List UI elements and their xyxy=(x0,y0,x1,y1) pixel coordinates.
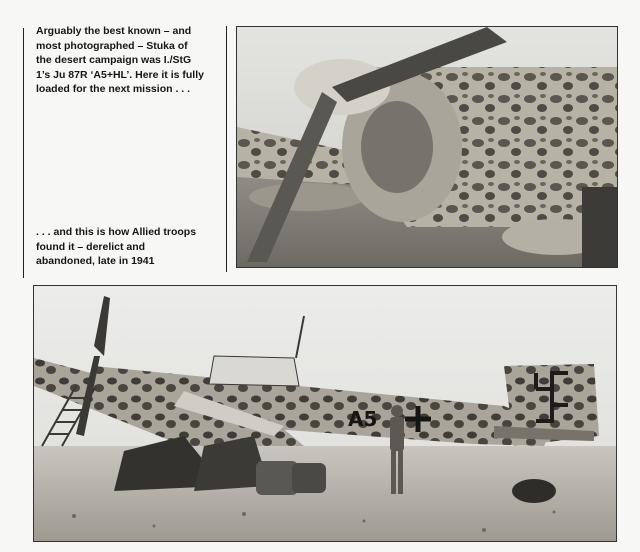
bottom-photo xyxy=(33,285,617,542)
caption-bottom: . . . and this is how Allied troops found it – derelict and abandoned, late in 1941 xyxy=(36,226,197,267)
caption-top: Arguably the best known – and most photographed – Stuka of the desert campaign was I./StG 1’s Ju 87R ‘A5+HL’. Here it is fully loaded for the next mission . . . xyxy=(36,25,204,95)
left-column-rule xyxy=(23,28,24,278)
propeller-close-up-photo xyxy=(237,27,617,267)
top-photo xyxy=(236,26,618,268)
aircraft-code-marking: A5 xyxy=(348,407,378,431)
abandoned-stuka-photo xyxy=(34,286,616,541)
column-divider-rule xyxy=(226,26,227,272)
